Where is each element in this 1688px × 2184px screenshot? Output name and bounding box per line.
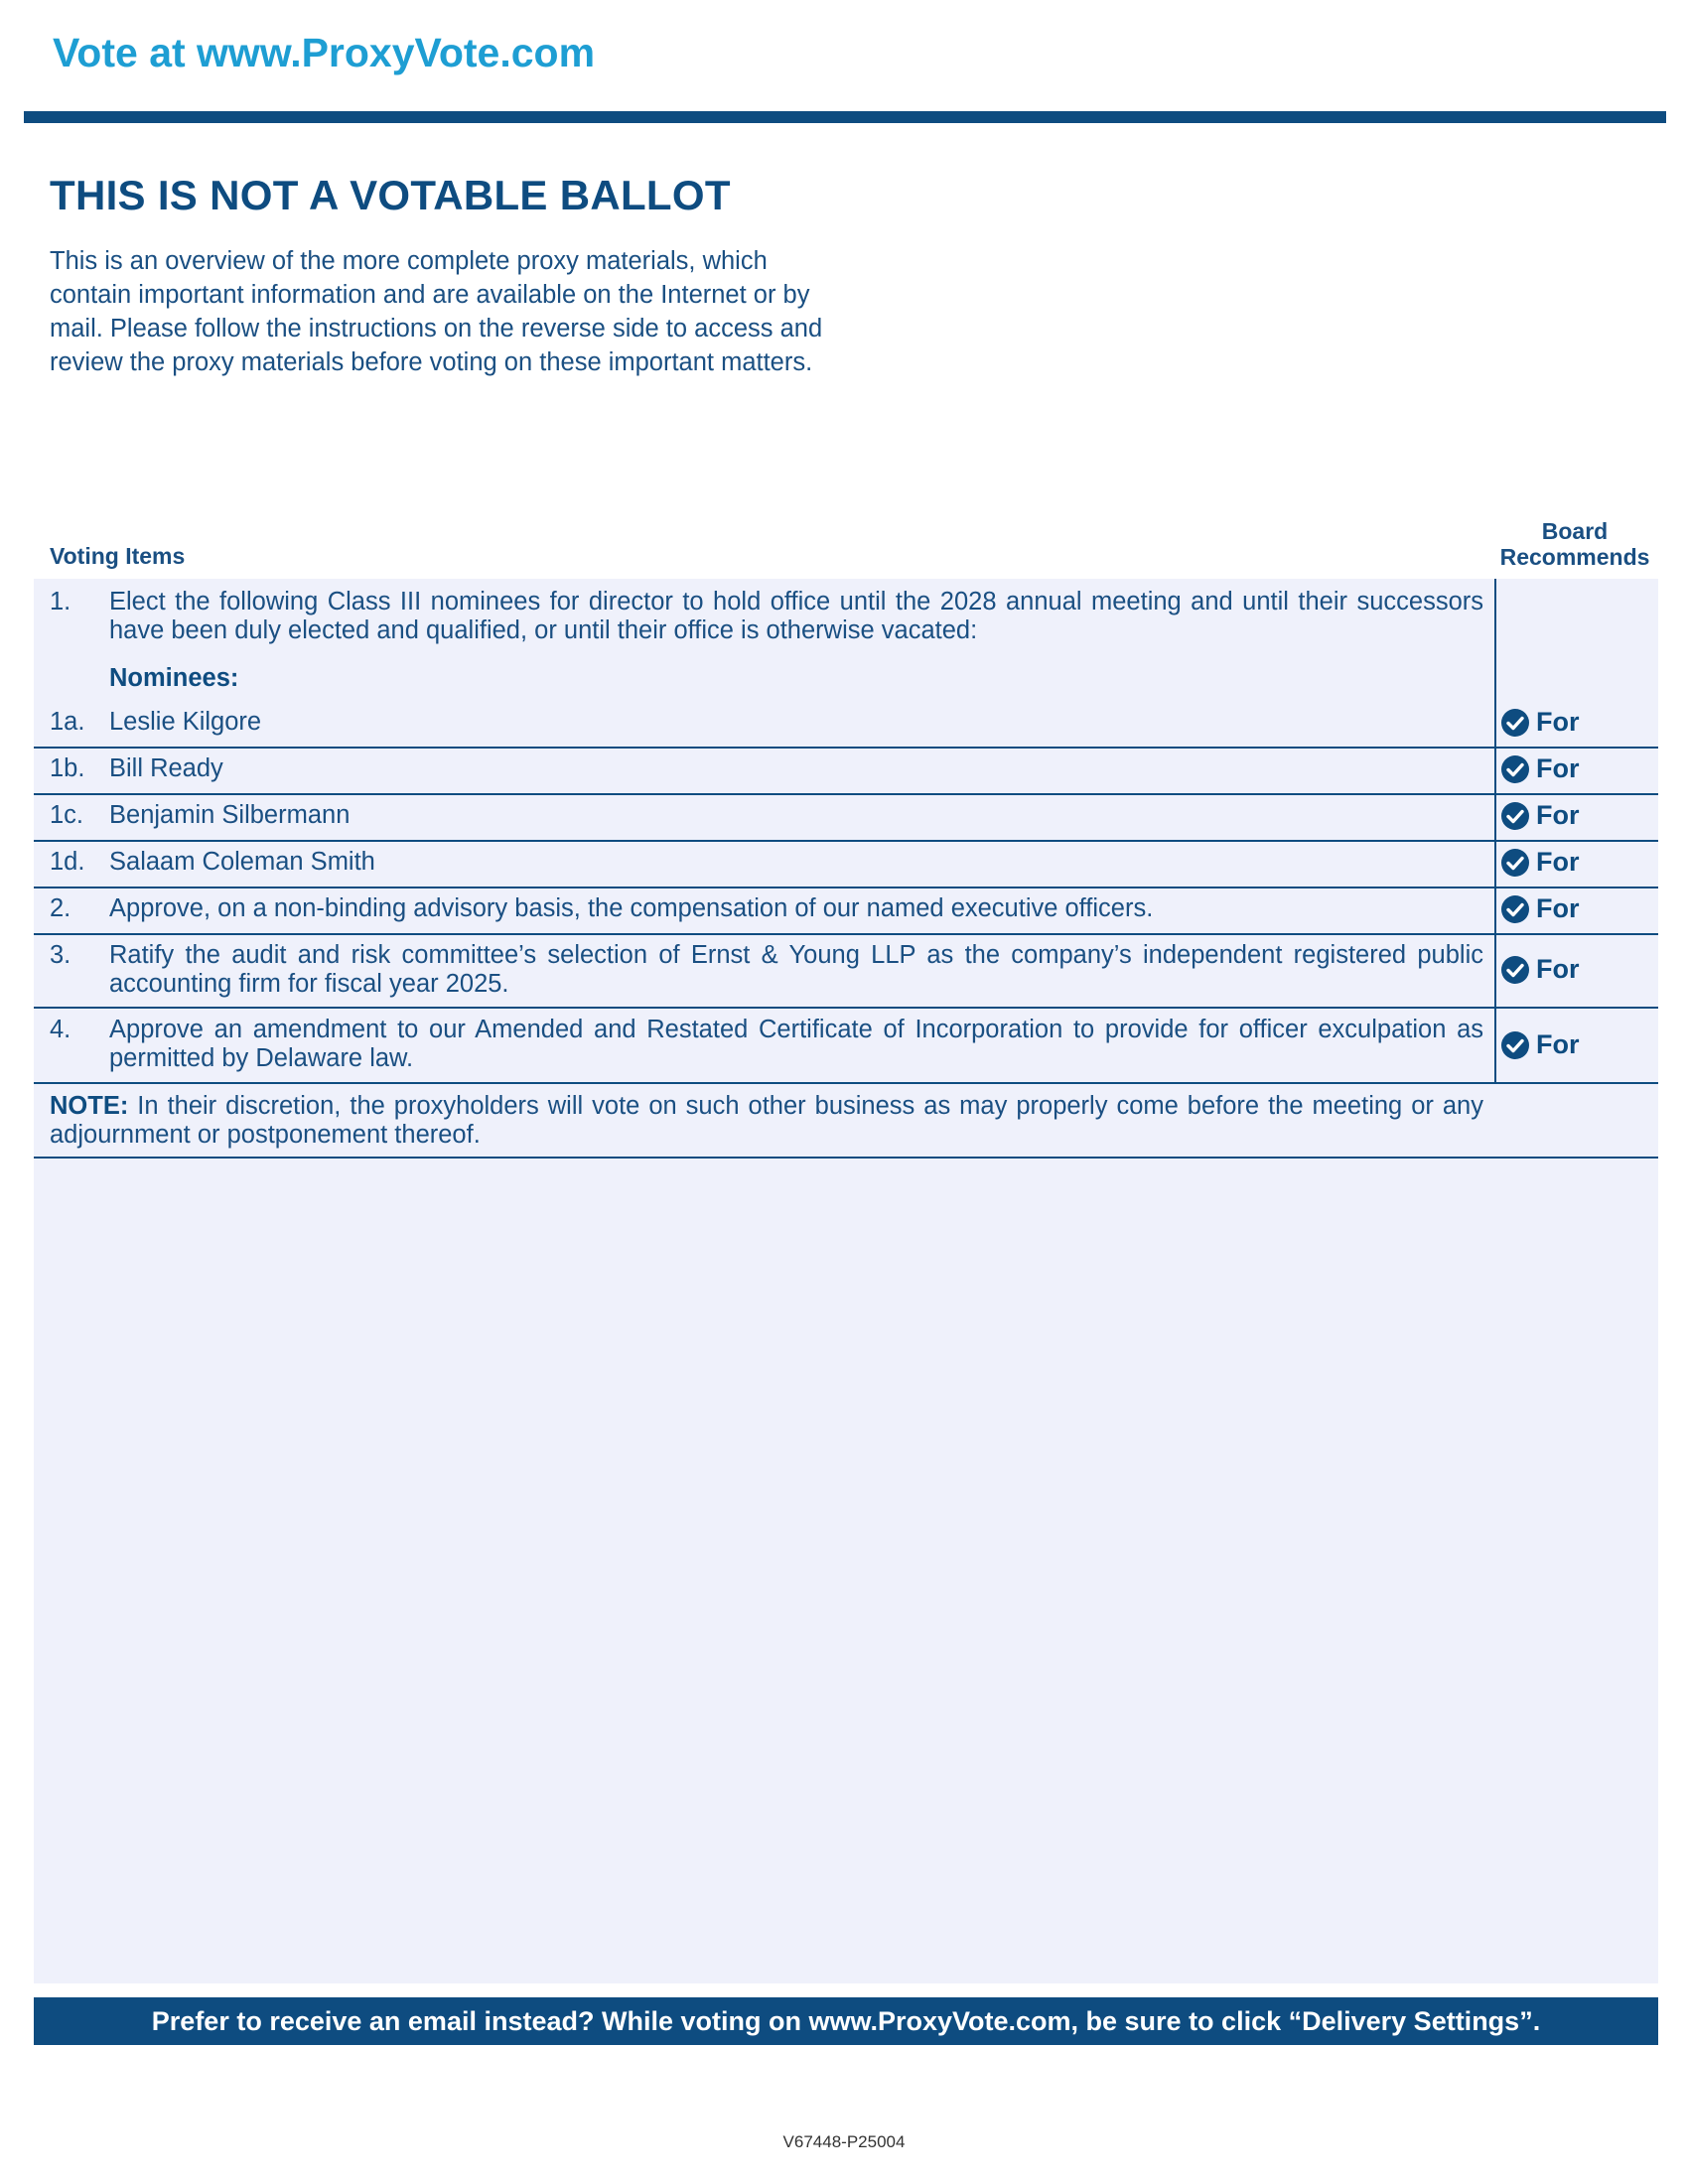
- footer-banner: [34, 1997, 1658, 2045]
- item-text: Leslie Kilgore: [109, 708, 262, 736]
- row-divider: [34, 793, 1658, 795]
- item-text: Salaam Coleman Smith: [109, 848, 375, 876]
- item-text: Approve an amendment to our Amended and Restated Certificate of Incorporation to provide for officer exculpation as permitted by Delaware law.: [109, 1016, 1483, 1072]
- item-number: 1.: [50, 588, 71, 615]
- recommendation-label: For: [1536, 954, 1580, 984]
- recommendation-label: For: [1536, 893, 1580, 923]
- recommendation-label: For: [1536, 753, 1580, 783]
- note-paragraph: [50, 1092, 1483, 1150]
- check-circle-icon: [1500, 848, 1530, 878]
- recommendation-label: For: [1536, 1029, 1580, 1059]
- recommendation-2: [1500, 893, 1580, 924]
- item-number: 1b.: [50, 754, 85, 782]
- item-number: 2.: [50, 894, 71, 922]
- recommendation-1d: [1500, 847, 1580, 878]
- row-divider: [34, 840, 1658, 842]
- item-number: 3.: [50, 941, 71, 969]
- footer-text: Prefer to receive an email instead? While voting on www.ProxyVote.com, be sure to click “Delivery Settings”.: [151, 2005, 1541, 2036]
- row-divider: [34, 1007, 1658, 1009]
- recommendation-1c: [1500, 800, 1580, 831]
- item-text: Ratify the audit and risk committee’s selection of Ernst & Young LLP as the company’s independent registered public accounting firm for fiscal year 2025.: [109, 941, 1483, 998]
- recommendation-1a: [1500, 707, 1580, 738]
- voting-items-header: Voting Items: [50, 543, 186, 569]
- note-text: In their discretion, the proxyholders will vote on such other business as may properly come before the meeting or any adjournment or postponement thereof.: [50, 1092, 1483, 1149]
- voting-items-panel: [34, 579, 1658, 1983]
- check-circle-icon: [1500, 955, 1530, 985]
- document-code: V67448-P25004: [782, 2132, 906, 2151]
- check-circle-icon: [1500, 708, 1530, 738]
- item-number: 1c.: [50, 801, 84, 829]
- check-circle-icon: [1500, 754, 1530, 784]
- row-divider: [34, 933, 1658, 935]
- page-title: THIS IS NOT A VOTABLE BALLOT: [50, 172, 731, 218]
- recommendation-label: For: [1536, 800, 1580, 830]
- item-number: 1a.: [50, 708, 85, 736]
- item-text: Approve, on a non-binding advisory basis, the compensation of our named executive officers.: [109, 894, 1154, 922]
- header-title: Vote at www.ProxyVote.com: [53, 30, 596, 75]
- recommendation-4: [1500, 1029, 1580, 1060]
- note-label: NOTE:: [50, 1092, 129, 1120]
- recommendation-label: For: [1536, 847, 1580, 877]
- item-number: 4.: [50, 1016, 71, 1043]
- row-divider: [34, 1082, 1658, 1084]
- item-text: Bill Ready: [109, 754, 223, 782]
- header-rule: [24, 111, 1666, 123]
- check-circle-icon: [1500, 894, 1530, 924]
- row-divider: [34, 887, 1658, 888]
- recommendation-1b: [1500, 753, 1580, 784]
- intro-paragraph: This is an overview of the more complete proxy materials, which contain important information and are available on the Internet or by mail. Please follow the instructions on the reverse side to access and review the proxy materials before voting on these important matters.: [50, 247, 823, 376]
- item-text: Elect the following Class III nominees for director to hold office until the 2028 annual meeting and until their successors have been duly elected and qualified, or until their office is otherwise vacated:: [109, 588, 1483, 644]
- item-text: Benjamin Silbermann: [109, 801, 351, 829]
- item-number: 1d.: [50, 848, 85, 876]
- check-circle-icon: [1500, 1030, 1530, 1060]
- board-recommends-header: Board Recommends: [1499, 518, 1650, 570]
- note-divider: [34, 1157, 1658, 1159]
- row-divider: [34, 747, 1658, 749]
- nominees-label: Nominees:: [109, 664, 239, 692]
- check-circle-icon: [1500, 801, 1530, 831]
- recommendation-3: [1500, 954, 1580, 985]
- recommendation-label: For: [1536, 707, 1580, 737]
